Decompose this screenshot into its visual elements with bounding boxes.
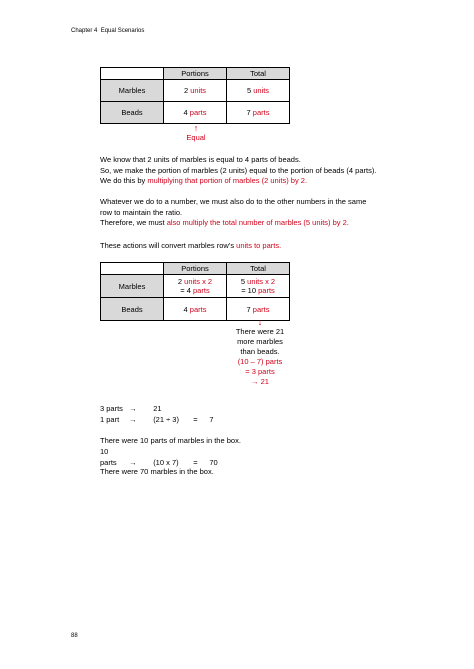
equal-label: Equal xyxy=(186,133,206,142)
cell-unit: units x 2 xyxy=(247,277,276,286)
text-plain: Therefore, we must xyxy=(100,218,167,227)
chapter-label: Chapter 4 xyxy=(71,28,98,34)
cell-number: 2 xyxy=(183,86,189,95)
table-row xyxy=(101,275,290,298)
column-header-total: Total xyxy=(227,263,290,275)
explanation-paragraph-1 xyxy=(100,155,376,187)
working-step-3 xyxy=(100,447,218,468)
step-right: 21 xyxy=(153,404,162,413)
table-row xyxy=(101,80,290,102)
cell-beads-total xyxy=(227,102,290,124)
cell-unit: units xyxy=(190,86,207,95)
row-label-beads: Beads xyxy=(101,102,164,124)
text-line: We know that 2 units of marbles is equal to 4 parts of beads. xyxy=(100,155,301,164)
note-line: (10 – 7) parts xyxy=(237,357,283,366)
running-header xyxy=(71,28,144,34)
cell-unit: parts xyxy=(189,304,207,314)
note-line: than beads. xyxy=(240,347,280,356)
cell-number: 5 xyxy=(246,86,252,95)
cell-number: 4 xyxy=(183,108,188,117)
step-left: 3 parts xyxy=(100,404,123,413)
explanation-paragraph-2 xyxy=(100,197,366,229)
right-arrow-icon: → xyxy=(129,415,137,424)
text-plain: These actions will convert marbles row’s xyxy=(100,241,237,250)
step-expression: (21 ÷ 3) xyxy=(153,415,179,424)
cell-unit: parts xyxy=(193,286,210,295)
text-line: row to maintain the ratio. xyxy=(100,207,183,217)
column-header-portions: Portions xyxy=(164,263,227,275)
step-left: 10 parts xyxy=(100,447,117,467)
down-arrow-icon: ↓ xyxy=(257,317,263,327)
right-arrow-icon: → xyxy=(129,457,137,467)
cell-unit: parts xyxy=(258,286,275,295)
cell-number: 7 xyxy=(246,304,251,314)
cell-marbles-portion xyxy=(164,275,227,298)
cell-number: 2 xyxy=(177,277,183,286)
note-line: more marbles xyxy=(237,337,283,346)
working-sentence-2: There were 70 marbles in the box. xyxy=(100,467,214,476)
note-line: = 3 parts xyxy=(245,367,275,376)
cell-number: 4 xyxy=(183,304,188,314)
cell-unit: parts xyxy=(252,108,270,117)
table-row xyxy=(101,102,290,124)
table-corner xyxy=(101,68,164,80)
step-expression: (10 x 7) xyxy=(153,457,179,467)
equals-sign: = xyxy=(193,457,198,467)
working-step-1 xyxy=(100,404,162,415)
cell-marbles-total xyxy=(227,80,290,102)
explanation-paragraph-3 xyxy=(100,241,281,252)
cell-number: = 10 xyxy=(241,286,257,295)
table-corner xyxy=(101,263,164,275)
equal-annotation xyxy=(174,124,218,143)
text-highlight: also multiply the total number of marbles (5 units) by 2. xyxy=(166,218,349,227)
cell-unit: units xyxy=(253,86,270,95)
text-line xyxy=(100,176,376,187)
text-line: So, we make the portion of marbles (2 units) equal to the portion of beads (4 parts). xyxy=(100,165,377,175)
text-highlight: units to parts. xyxy=(236,241,282,250)
cell-unit: parts xyxy=(252,304,270,314)
cell-marbles-portion xyxy=(164,80,227,102)
row-label-marbles: Marbles xyxy=(101,80,164,102)
ratio-table-2 xyxy=(100,262,290,321)
difference-note xyxy=(222,318,298,387)
cell-beads-portion xyxy=(164,102,227,124)
step-right: 7 xyxy=(209,415,214,424)
working-step-2 xyxy=(100,415,214,426)
page-number: 88 xyxy=(71,633,78,639)
column-header-total: Total xyxy=(227,68,290,80)
row-label-beads: Beads xyxy=(101,298,164,321)
chapter-title: Equal Scenarios xyxy=(100,28,145,34)
working-sentence-1: There were 10 parts of marbles in the box. xyxy=(100,436,241,445)
cell-unit: units x 2 xyxy=(184,277,213,286)
text-highlight: multiplying that portion of marbles (2 units) by 2. xyxy=(147,176,308,185)
equals-sign: = xyxy=(193,415,198,424)
cell-marbles-total xyxy=(227,275,290,298)
text-line: Whatever we do to a number, we must also do to the other numbers in the same xyxy=(100,197,367,206)
note-line: → 21 xyxy=(251,377,269,386)
cell-number: 7 xyxy=(246,108,251,117)
row-label-marbles: Marbles xyxy=(101,275,164,298)
cell-beads-portion xyxy=(164,298,227,321)
text-plain: We do this by xyxy=(100,176,148,185)
cell-unit: parts xyxy=(189,108,207,117)
column-header-portions: Portions xyxy=(164,68,227,80)
ratio-table-1 xyxy=(100,67,290,124)
cell-number: = 4 xyxy=(180,286,191,295)
right-arrow-icon: → xyxy=(129,404,137,413)
up-arrow-icon: ↑ xyxy=(193,123,199,133)
text-line xyxy=(100,218,366,229)
step-right: 70 xyxy=(209,457,218,467)
note-line: There were 21 xyxy=(235,327,285,336)
step-left: 1 part xyxy=(100,415,120,424)
cell-number: 5 xyxy=(240,277,246,286)
